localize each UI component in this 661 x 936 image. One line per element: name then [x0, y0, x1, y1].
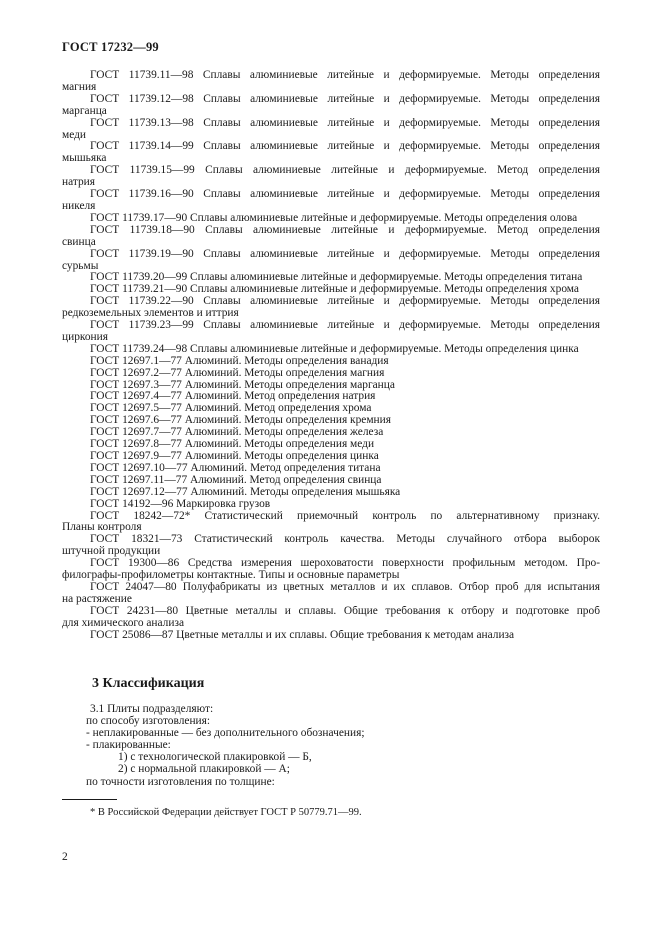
reference-line: ГОСТ 12697.10—77 Алюминий. Метод определения титана	[90, 462, 381, 474]
reference-line: ГОСТ 18321—73 Статистический контроль качества. Методы случайного отбора выборок	[90, 534, 600, 546]
reference-line: ГОСТ 14192—96 Маркировка грузов	[90, 498, 271, 510]
reference-item	[62, 284, 600, 296]
reference-item	[62, 487, 600, 499]
reference-line: ГОСТ 11739.15—99 Сплавы алюминиевые литейные и деформируемые. Метод определения	[90, 165, 600, 177]
reference-continuation: меди	[62, 128, 87, 141]
reference-continuation: свинца	[62, 235, 96, 248]
reference-line: ГОСТ 11739.23—99 Сплавы алюминиевые литейные и деформируемые. Методы определения	[90, 320, 600, 332]
reference-continuation: марганца	[62, 104, 107, 117]
reference-line: ГОСТ 18242—72* Статистический приемочный контроль по альтернативному признаку.	[90, 510, 600, 522]
reference-continuation: мышьяка	[62, 152, 107, 165]
classification-by-thickness: по точности изготовления по толщине:	[86, 775, 275, 788]
normative-references-list	[62, 70, 600, 642]
reference-item	[62, 189, 600, 213]
footnote-rule	[62, 799, 117, 800]
reference-continuation: никеля	[62, 199, 96, 212]
reference-continuation: для химического анализа	[62, 616, 185, 629]
reference-continuation: Планы контроля	[62, 521, 142, 534]
reference-line: ГОСТ 11739.13—98 Сплавы алюминиевые литейные и деформируемые. Методы определения	[90, 117, 600, 129]
reference-continuation: редкоземельных элементов и иттрия	[62, 307, 239, 320]
reference-continuation: магния	[62, 80, 97, 93]
reference-item	[62, 534, 600, 558]
reference-item	[62, 344, 600, 356]
reference-continuation: натрия	[62, 176, 96, 189]
reference-item	[62, 415, 600, 427]
reference-item	[62, 582, 600, 606]
reference-continuation: филографы-профилометры контактные. Типы и основные параметры	[62, 569, 400, 582]
reference-item	[62, 94, 600, 118]
reference-item	[62, 499, 600, 511]
section-heading: 3 Классификация	[92, 676, 205, 691]
reference-line: ГОСТ 11739.20—99 Сплавы алюминиевые литейные и деформируемые. Методы определения титана	[90, 272, 583, 284]
reference-line: ГОСТ 12697.12—77 Алюминий. Методы определения мышьяка	[90, 486, 401, 498]
reference-line: ГОСТ 19300—86 Средства измерения шероховатости поверхности профильным методом. Про-	[90, 558, 600, 570]
reference-line: ГОСТ 12697.5—77 Алюминий. Метод определения хрома	[90, 403, 372, 415]
reference-item	[62, 70, 600, 94]
reference-item	[62, 225, 600, 249]
reference-item	[62, 368, 600, 380]
reference-item	[62, 249, 600, 273]
reference-line: ГОСТ 11739.22—90 Сплавы алюминиевые литейные и деформируемые. Методы определения	[90, 296, 600, 308]
reference-item	[62, 118, 600, 142]
reference-line: ГОСТ 12697.11—77 Алюминий. Метод определения свинца	[90, 474, 382, 486]
reference-item	[62, 320, 600, 344]
reference-line: ГОСТ 12697.4—77 Алюминий. Метод определения натрия	[90, 391, 376, 403]
reference-line: ГОСТ 12697.1—77 Алюминий. Методы определения ванадия	[90, 355, 389, 367]
reference-line: ГОСТ 11739.16—90 Сплавы алюминиевые литейные и деформируемые. Методы определения	[90, 189, 600, 201]
reference-item	[62, 630, 600, 642]
reference-line: ГОСТ 24231—80 Цветные металлы и сплавы. Общие требования к отбору и подготовке проб	[90, 605, 600, 617]
classification-intro: 3.1 Плиты подразделяют:	[90, 703, 214, 715]
reference-line: ГОСТ 11739.17—90 Сплавы алюминиевые литейные и деформируемые. Методы определения олова	[90, 212, 578, 224]
classification-item-nonclad: - неплакированные — без дополнительного обозначения;	[86, 727, 365, 740]
reference-item	[62, 403, 600, 415]
reference-line: ГОСТ 12697.2—77 Алюминий. Методы определения магния	[90, 367, 385, 379]
reference-item	[62, 558, 600, 582]
reference-item	[62, 463, 600, 475]
reference-line: ГОСТ 11739.21—90 Сплавы алюминиевые литейные и деформируемые. Методы определения хрома	[90, 284, 579, 296]
reference-line: ГОСТ 11739.19—90 Сплавы алюминиевые литейные и деформируемые. Методы определения	[90, 248, 600, 260]
classification-sub-2: 2) с нормальной плакировкой — А;	[118, 763, 290, 776]
reference-item	[62, 141, 600, 165]
reference-line: ГОСТ 25086—87 Цветные металлы и их сплавы. Общие требования к методам анализа	[90, 629, 515, 641]
reference-line: ГОСТ 12697.6—77 Алюминий. Методы определения кремния	[90, 415, 391, 427]
page-header-title: ГОСТ 17232—99	[62, 40, 159, 54]
reference-item	[62, 213, 600, 225]
classification-sub-1: 1) с технологической плакировкой — Б,	[118, 751, 312, 764]
reference-continuation: на растяжение	[62, 592, 132, 605]
reference-item	[62, 272, 600, 284]
reference-item	[62, 606, 600, 630]
reference-line: ГОСТ 12697.8—77 Алюминий. Методы определения меди	[90, 439, 375, 451]
reference-continuation: циркония	[62, 330, 108, 343]
reference-line: ГОСТ 11739.18—90 Сплавы алюминиевые литейные и деформируемые. Метод определения	[90, 224, 600, 236]
reference-item	[62, 380, 600, 392]
reference-line: ГОСТ 24047—80 Полуфабрикаты из цветных металлов и их сплавов. Отбор проб для испытания	[90, 581, 600, 593]
reference-line: ГОСТ 11739.24—98 Сплавы алюминиевые литейные и деформируемые. Методы определения цинка	[90, 343, 579, 355]
reference-item	[62, 356, 600, 368]
reference-continuation: штучной продукции	[62, 545, 161, 558]
classification-item-clad: - плакированные:	[86, 739, 171, 752]
reference-continuation: сурьмы	[62, 259, 99, 272]
reference-line: ГОСТ 11739.11—98 Сплавы алюминиевые литейные и деформируемые. Методы определения	[90, 70, 600, 81]
reference-item	[62, 511, 600, 535]
reference-line: ГОСТ 12697.3—77 Алюминий. Методы определения марганца	[90, 379, 395, 391]
reference-item	[62, 296, 600, 320]
reference-item	[62, 475, 600, 487]
reference-line: ГОСТ 12697.7—77 Алюминий. Методы определения железа	[90, 427, 384, 439]
footnote: * В Российской Федерации действует ГОСТ Р 50779.71—99.	[90, 807, 362, 818]
reference-item	[62, 391, 600, 403]
page-number: 2	[62, 851, 68, 863]
reference-line: ГОСТ 11739.12—98 Сплавы алюминиевые литейные и деформируемые. Методы определения	[90, 93, 600, 105]
reference-item	[62, 165, 600, 189]
reference-item	[62, 451, 600, 463]
classification-text	[62, 703, 600, 788]
reference-item	[62, 439, 600, 451]
reference-line: ГОСТ 12697.9—77 Алюминий. Методы определения цинка	[90, 451, 379, 462]
classification-by-method: по способу изготовления:	[86, 715, 211, 728]
reference-item	[62, 427, 600, 439]
reference-line: ГОСТ 11739.14—99 Сплавы алюминиевые литейные и деформируемые. Методы определения	[90, 141, 600, 153]
